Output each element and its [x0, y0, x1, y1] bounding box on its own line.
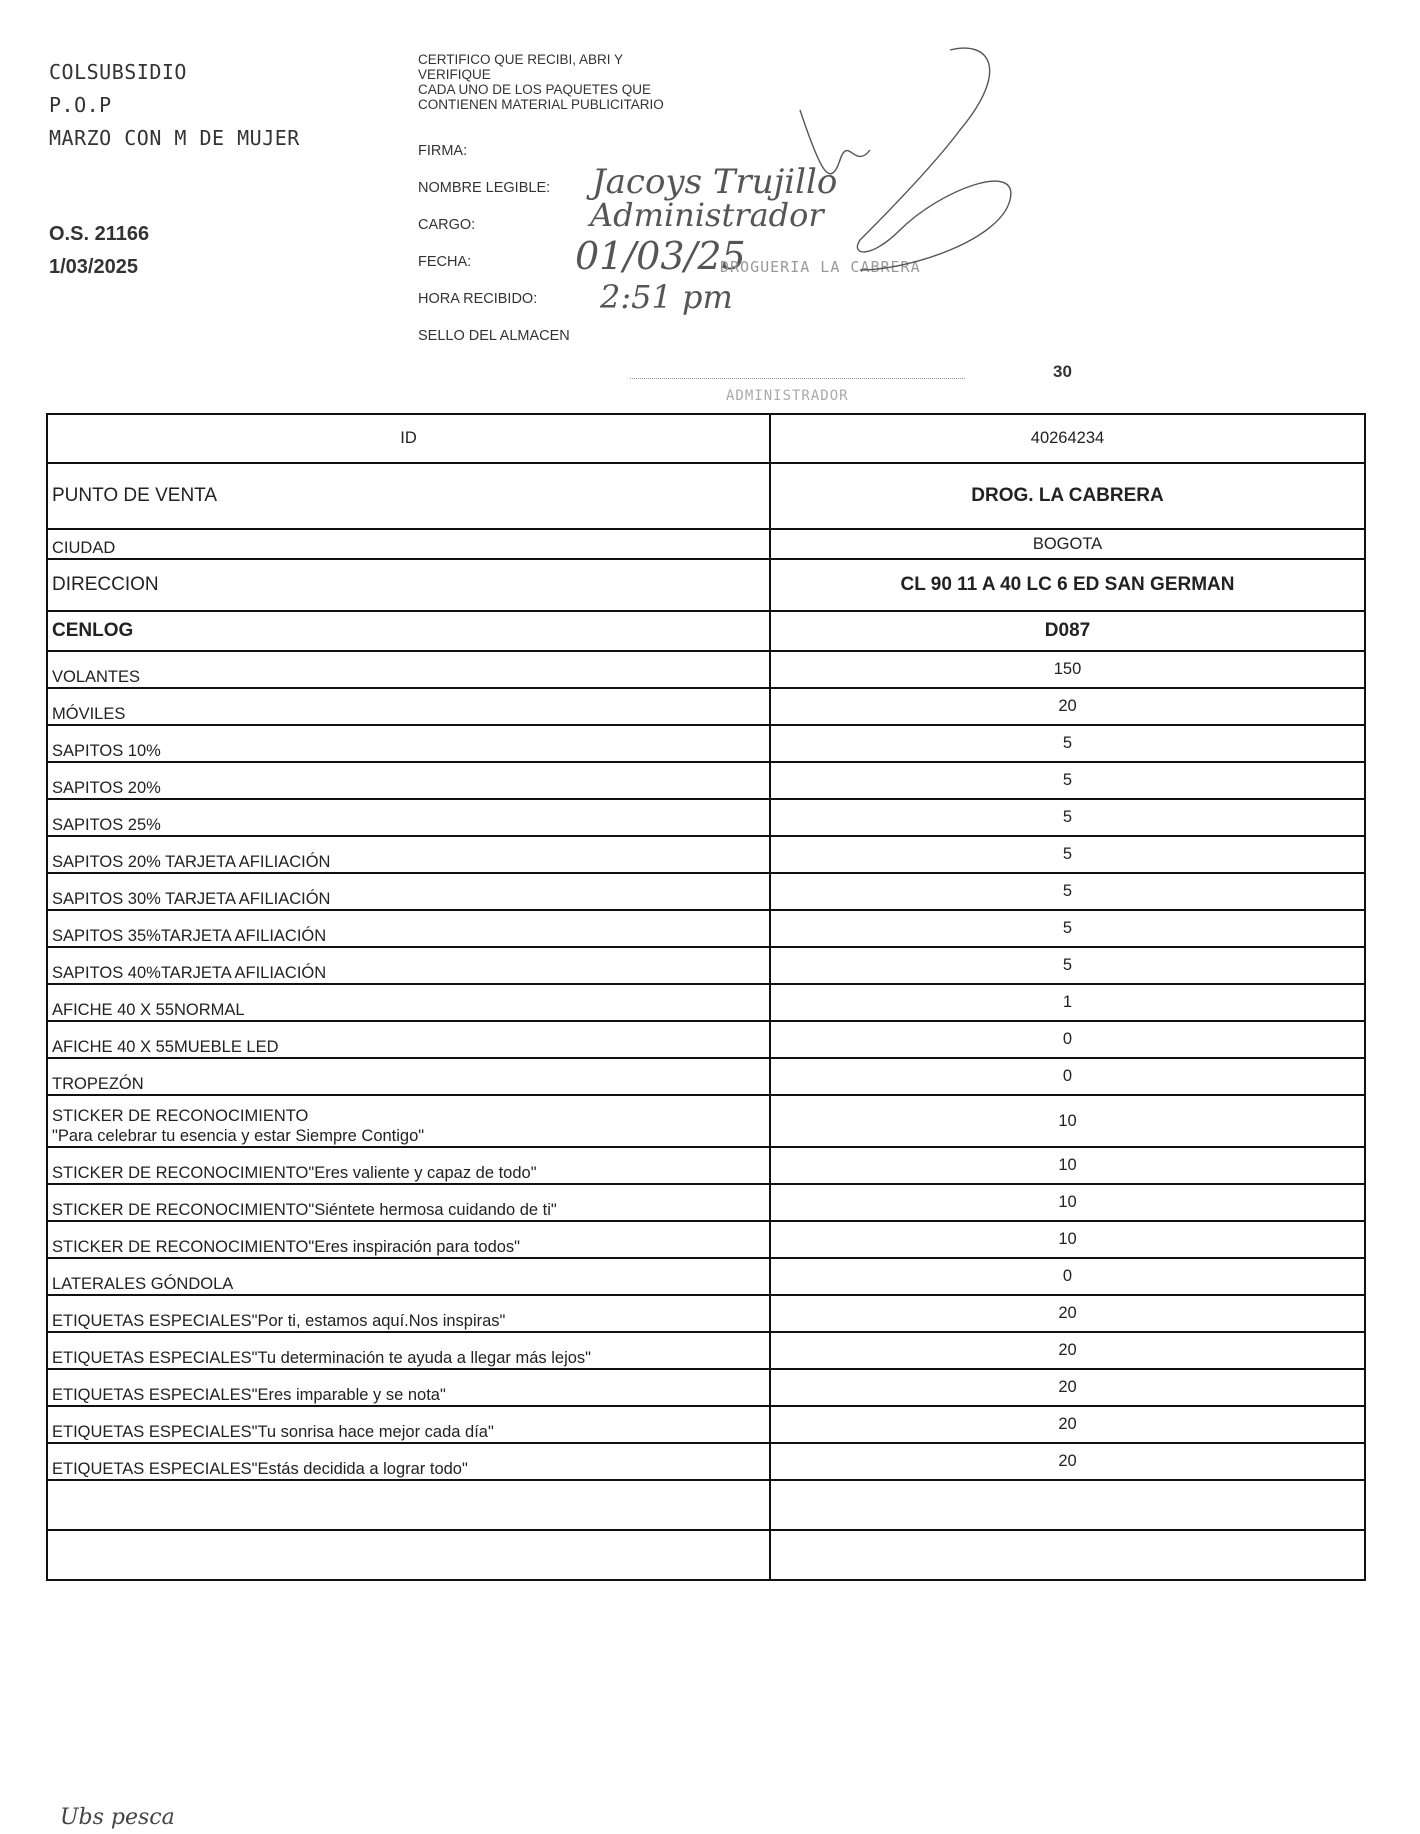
order-date: 1/03/2025: [49, 256, 138, 278]
row-value: 5: [770, 947, 1365, 984]
row-label: ID: [47, 414, 770, 463]
cert-line: VERIFIQUE: [418, 67, 491, 82]
administrador-label: ADMINISTRADOR: [726, 388, 849, 404]
receipt-fields: [418, 143, 570, 365]
doc-type: P.O.P: [49, 93, 112, 117]
handwritten-time: 2:51 pm: [600, 278, 733, 316]
row-label: DIRECCION: [47, 559, 770, 611]
row-value: [770, 1530, 1365, 1580]
order-number: O.S. 21166: [49, 223, 150, 245]
table-row: [47, 1147, 1365, 1184]
row-label: PUNTO DE VENTA: [47, 463, 770, 529]
row-label: ETIQUETAS ESPECIALES"Eres imparable y se nota": [47, 1369, 770, 1406]
row-label: VOLANTES: [47, 651, 770, 688]
row-label: SAPITOS 30% TARJETA AFILIACIÓN: [47, 873, 770, 910]
table-row: [47, 611, 1365, 651]
row-value: 5: [770, 836, 1365, 873]
materials-table: [46, 413, 1366, 1581]
row-label: [47, 1530, 770, 1580]
table-row: [47, 1258, 1365, 1295]
table-row: [47, 1184, 1365, 1221]
row-label: STICKER DE RECONOCIMIENTO"Eres valiente y capaz de todo": [47, 1147, 770, 1184]
row-value: [770, 1480, 1365, 1530]
row-value: 10: [770, 1147, 1365, 1184]
row-value: 10: [770, 1184, 1365, 1221]
row-label: SAPITOS 10%: [47, 725, 770, 762]
row-value: 150: [770, 651, 1365, 688]
row-value: 20: [770, 1295, 1365, 1332]
table-row: [47, 1530, 1365, 1580]
table-row: [47, 1480, 1365, 1530]
row-label: SAPITOS 20% TARJETA AFILIACIÓN: [47, 836, 770, 873]
table-row: [47, 651, 1365, 688]
order-block: [49, 218, 149, 284]
signature-image: [760, 40, 1030, 290]
row-label: AFICHE 40 X 55MUEBLE LED: [47, 1021, 770, 1058]
table-row: [47, 559, 1365, 611]
row-label: CIUDAD: [47, 529, 770, 559]
dotted-line: [630, 378, 965, 379]
certificate-text: [418, 52, 738, 112]
row-value: BOGOTA: [770, 529, 1365, 559]
field-fecha: FECHA:: [418, 254, 472, 270]
row-value: D087: [770, 611, 1365, 651]
row-value: 1: [770, 984, 1365, 1021]
table-row: [47, 1095, 1365, 1147]
table-row: [47, 910, 1365, 947]
cert-line: CONTIENEN MATERIAL PUBLICITARIO: [418, 97, 664, 112]
table-row: [47, 799, 1365, 836]
table-row: [47, 1295, 1365, 1332]
row-value: 5: [770, 762, 1365, 799]
row-value: 20: [770, 1443, 1365, 1480]
row-value: CL 90 11 A 40 LC 6 ED SAN GERMAN: [770, 559, 1365, 611]
table-row: [47, 984, 1365, 1021]
row-value: 0: [770, 1258, 1365, 1295]
row-value: 0: [770, 1021, 1365, 1058]
row-label: SAPITOS 40%TARJETA AFILIACIÓN: [47, 947, 770, 984]
row-label: STICKER DE RECONOCIMIENTO "Para celebrar tu esencia y estar Siempre Contigo": [47, 1095, 770, 1147]
handwritten-cargo: Administrador: [590, 196, 824, 234]
cert-line: CERTIFICO QUE RECIBI, ABRI Y: [418, 52, 624, 67]
header-block: [49, 56, 300, 155]
row-value: 5: [770, 799, 1365, 836]
row-value: 5: [770, 910, 1365, 947]
row-value: DROG. LA CABRERA: [770, 463, 1365, 529]
table-row: [47, 725, 1365, 762]
row-label: SAPITOS 25%: [47, 799, 770, 836]
field-sello: SELLO DEL ALMACEN: [418, 328, 570, 344]
row-label: ETIQUETAS ESPECIALES"Por ti, estamos aquí.Nos inspiras": [47, 1295, 770, 1332]
handwritten-date: 01/03/25: [575, 234, 746, 278]
table-row: [47, 762, 1365, 799]
footer-handwriting: Ubs pesca: [60, 1805, 175, 1830]
row-value: 20: [770, 1332, 1365, 1369]
table-row: [47, 414, 1365, 463]
field-nombre: NOMBRE LEGIBLE:: [418, 180, 551, 196]
row-value: 20: [770, 1369, 1365, 1406]
org-name: COLSUBSIDIO: [49, 60, 187, 84]
row-label: SAPITOS 20%: [47, 762, 770, 799]
row-value: 20: [770, 688, 1365, 725]
row-value: 5: [770, 725, 1365, 762]
table-row: [47, 1058, 1365, 1095]
field-firma: FIRMA:: [418, 143, 468, 159]
row-label: ETIQUETAS ESPECIALES"Tu sonrisa hace mejor cada día": [47, 1406, 770, 1443]
table-row: [47, 873, 1365, 910]
table-row: [47, 1332, 1365, 1369]
table-row: [47, 1443, 1365, 1480]
row-label: TROPEZÓN: [47, 1058, 770, 1095]
table-row: [47, 947, 1365, 984]
field-hora: HORA RECIBIDO:: [418, 291, 538, 307]
row-value: 20: [770, 1406, 1365, 1443]
table-row: [47, 1369, 1365, 1406]
row-label: AFICHE 40 X 55NORMAL: [47, 984, 770, 1021]
table-row: [47, 529, 1365, 559]
row-label: [47, 1480, 770, 1530]
row-value: 10: [770, 1221, 1365, 1258]
row-label: STICKER DE RECONOCIMIENTO"Eres inspiración para todos": [47, 1221, 770, 1258]
store-stamp: DROGUERIA LA CABRERA: [720, 258, 921, 276]
row-label: ETIQUETAS ESPECIALES"Tu determinación te ayuda a llegar más lejos": [47, 1332, 770, 1369]
campaign-name: MARZO CON M DE MUJER: [49, 126, 300, 150]
row-label: ETIQUETAS ESPECIALES"Estás decidida a lograr todo": [47, 1443, 770, 1480]
table-row: [47, 1021, 1365, 1058]
row-value: 10: [770, 1095, 1365, 1147]
row-value: 0: [770, 1058, 1365, 1095]
package-count: 30: [1053, 362, 1072, 381]
row-value: 40264234: [770, 414, 1365, 463]
row-label: CENLOG: [47, 611, 770, 651]
row-value: 5: [770, 873, 1365, 910]
table-row: [47, 463, 1365, 529]
handwritten-name: Jacoys Trujillo: [592, 162, 838, 202]
row-label: STICKER DE RECONOCIMIENTO"Siéntete hermosa cuidando de ti": [47, 1184, 770, 1221]
row-label: LATERALES GÓNDOLA: [47, 1258, 770, 1295]
cert-line: CADA UNO DE LOS PAQUETES QUE: [418, 82, 652, 97]
table-row: [47, 836, 1365, 873]
row-label: MÓVILES: [47, 688, 770, 725]
table-row: [47, 1406, 1365, 1443]
table-row: [47, 1221, 1365, 1258]
row-label: SAPITOS 35%TARJETA AFILIACIÓN: [47, 910, 770, 947]
table-row: [47, 688, 1365, 725]
field-cargo: CARGO:: [418, 217, 476, 233]
